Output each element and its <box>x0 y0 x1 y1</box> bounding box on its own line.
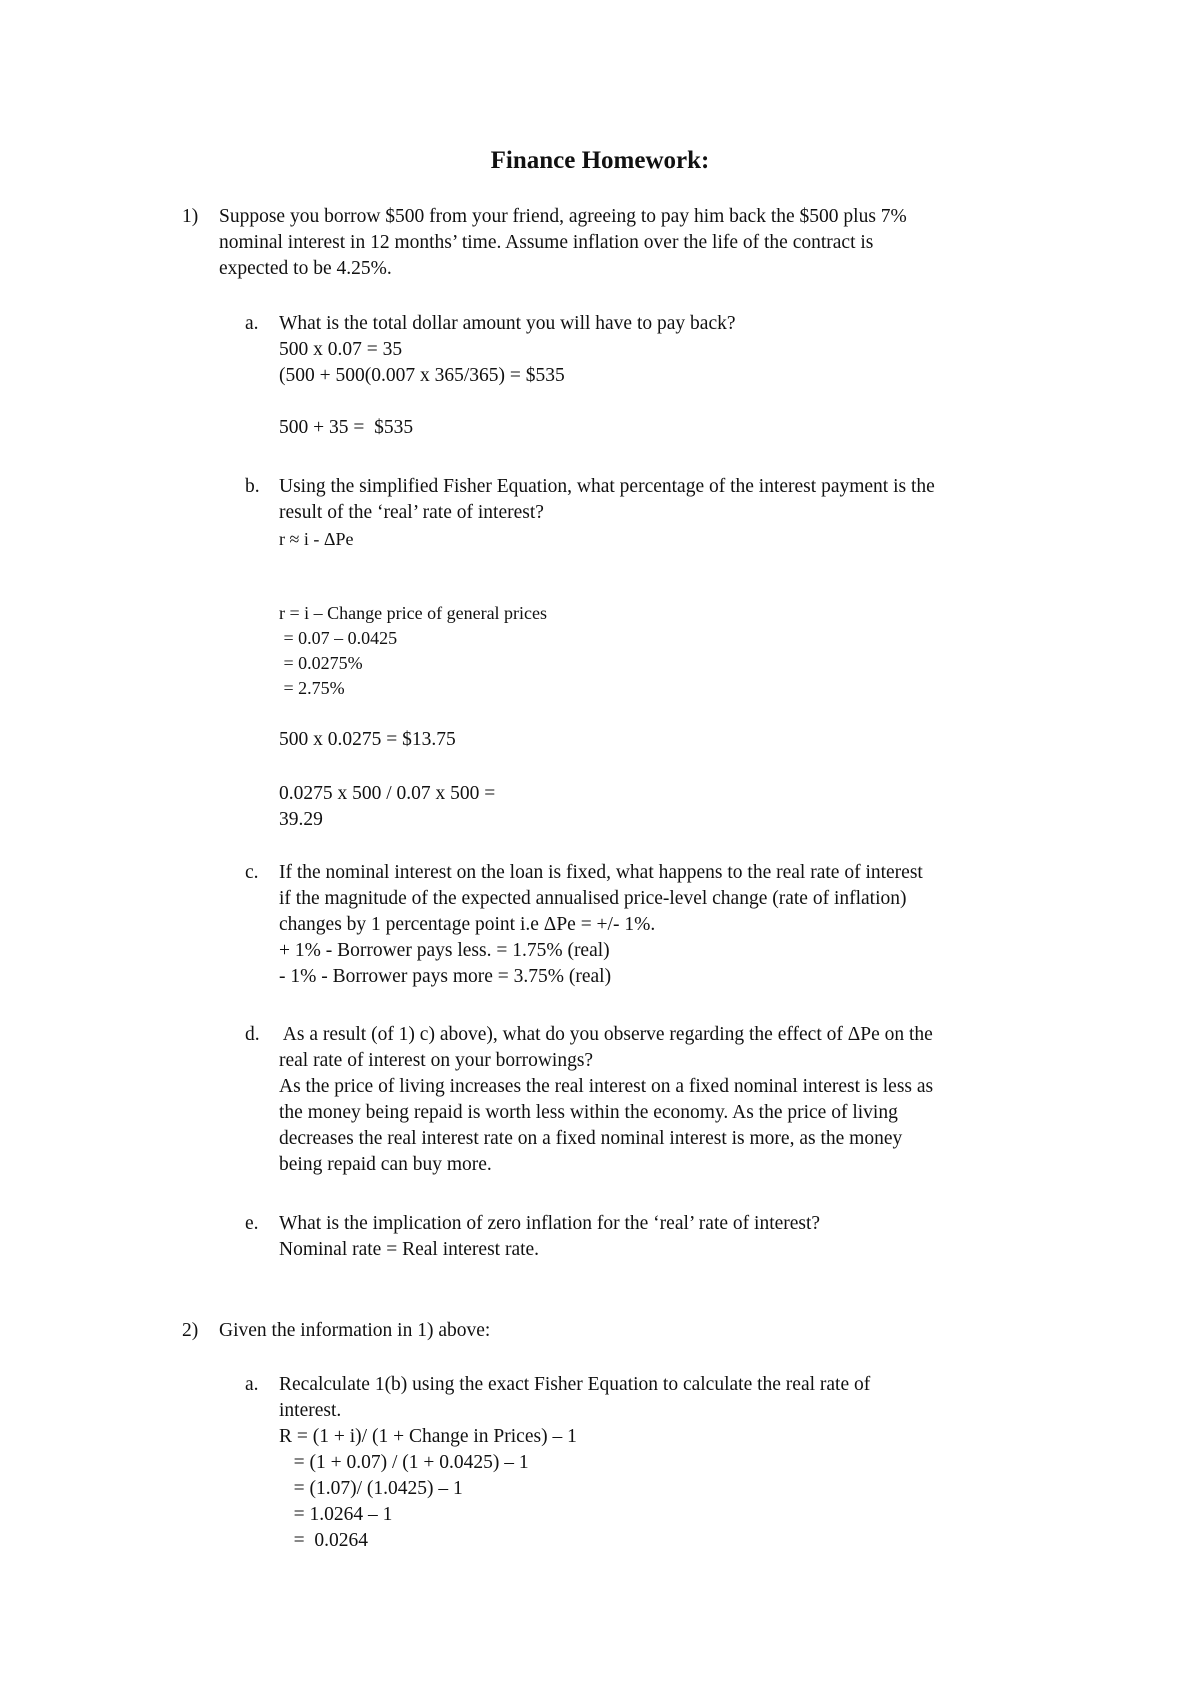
subquestion-1c <box>245 860 1045 990</box>
answer-line: = 0.0264 <box>279 1530 368 1551</box>
answer-line: being repaid can buy more. <box>279 1154 492 1175</box>
answer-line: decreases the real interest rate on a fixed nominal interest is more, as the money <box>279 1128 903 1149</box>
answer-line: R = (1 + i)/ (1 + Change in Prices) – 1 <box>279 1426 577 1447</box>
subquestion-text-line: If the nominal interest on the loan is fixed, what happens to the real rate of interest <box>279 862 923 883</box>
subquestion-text-line: interest. <box>279 1400 342 1421</box>
subquestion-text-line: changes by 1 percentage point i.e ΔPe = +/- 1%. <box>279 914 656 935</box>
answer-line: - 1% - Borrower pays more = 3.75% (real) <box>279 966 612 987</box>
answer-line <box>279 389 1045 415</box>
subquestion-text-line: result of the ‘real’ rate of interest? <box>279 502 544 523</box>
subquestion-1b-working <box>245 600 1045 700</box>
subquestion-text-line: Using the simplified Fisher Equation, what percentage of the interest payment is the <box>279 476 935 497</box>
subquestion-letter: a. <box>245 313 259 334</box>
answer-line: the money being repaid is worth less within the economy. As the price of living <box>279 1102 898 1123</box>
working-line: r = i – Change price of general prices <box>279 603 548 623</box>
subquestion-letter: a. <box>245 1374 259 1395</box>
answer-line: + 1% - Borrower pays less. = 1.75% (real) <box>279 940 610 961</box>
formula-line: r ≈ i - ΔPe <box>279 529 354 549</box>
subquestion-1a <box>245 311 1045 441</box>
answer-line: (500 + 500(0.007 x 365/365) = $535 <box>279 365 565 386</box>
subquestion-text-line: real rate of interest on your borrowings? <box>279 1050 594 1071</box>
subquestion-text-line: What is the total dollar amount you will have to pay back? <box>279 313 736 334</box>
question-number: 2) <box>182 1320 199 1341</box>
working-line: = 0.07 – 0.0425 <box>279 628 398 648</box>
subquestion-1b-calc2 <box>245 781 1045 833</box>
question-text-line: Given the information in 1) above: <box>219 1320 491 1341</box>
subquestion-text-line: Recalculate 1(b) using the exact Fisher Equation to calculate the real rate of <box>279 1374 871 1395</box>
working-line: = 0.0275% <box>279 653 363 673</box>
answer-line: = (1 + 0.07) / (1 + 0.0425) – 1 <box>279 1452 529 1473</box>
subquestion-text-line: if the magnitude of the expected annualised price-level change (rate of inflation) <box>279 888 907 909</box>
document-title: Finance Homework: <box>490 147 710 174</box>
answer-line: = 1.0264 – 1 <box>279 1504 393 1525</box>
answer-line: As the price of living increases the real interest on a fixed nominal interest is less as <box>279 1076 934 1097</box>
subquestion-1b <box>245 474 1045 552</box>
subquestion-1d <box>245 1022 1045 1178</box>
question-number: 1) <box>182 206 199 227</box>
answer-line: 0.0275 x 500 / 0.07 x 500 = <box>279 783 496 804</box>
subquestion-1b-calc <box>245 727 1045 753</box>
subquestion-2a <box>245 1372 1045 1554</box>
question-text-line: nominal interest in 12 months’ time. Assume inflation over the life of the contract is <box>219 232 874 253</box>
question-text-line: Suppose you borrow $500 from your friend, agreeing to pay him back the $500 plus 7% <box>219 206 907 227</box>
answer-line: 500 x 0.0275 = $13.75 <box>279 729 456 750</box>
answer-line: 500 + 35 = $535 <box>279 417 414 438</box>
answer-line: Nominal rate = Real interest rate. <box>279 1239 540 1260</box>
subquestion-text-line: As a result (of 1) c) above), what do you observe regarding the effect of ΔPe on the <box>279 1024 933 1045</box>
subquestion-letter: d. <box>245 1024 260 1045</box>
subquestion-1e <box>245 1211 1045 1263</box>
question-2 <box>182 1318 1042 1344</box>
question-text-line: expected to be 4.25%. <box>219 258 392 279</box>
subquestion-letter: b. <box>245 476 260 497</box>
subquestion-letter: c. <box>245 862 259 883</box>
answer-line: = (1.07)/ (1.0425) – 1 <box>279 1478 463 1499</box>
answer-line: 500 x 0.07 = 35 <box>279 339 403 360</box>
answer-line: 39.29 <box>279 809 323 830</box>
question-1 <box>182 204 1042 282</box>
subquestion-text-line: What is the implication of zero inflation for the ‘real’ rate of interest? <box>279 1213 821 1234</box>
subquestion-letter: e. <box>245 1213 259 1234</box>
working-line: = 2.75% <box>279 678 345 698</box>
